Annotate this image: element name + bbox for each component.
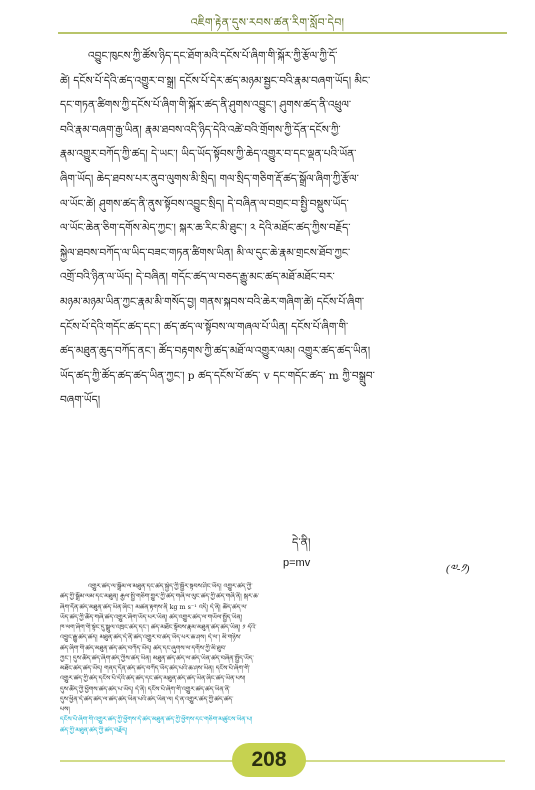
paragraph-line: འགྱུར་ཚད་ཀྱི་ཚད་དངོས་པོ་དེའི་ཚད་ཚད་དང་ཚད་མཐུན་ཚད་ཚད་ཡིན་ཞིང་ཚད་ཡིན་པས། — [60, 675, 246, 683]
paragraph-line: དུས་ཕྱིན་དེ་ཚད་ཚད་ལ་ཚད་ཚད་ཡིན་པའི་ཚད་ཡིན་ལ། དེ་ན་འགྱུར་ཚད་ཀྱི་ཚད་ཚད་ — [60, 695, 234, 703]
running-head-title: འཇིག་རྟེན་དུས་རབས་ཚན་རིག་སློབ་དེབ། — [190, 16, 345, 29]
paragraph-line: བའི་རྣམ་བཞག་རྒྱ་ཡིན། རྣམ་ཐབས་འདི་ཉིད་དེའི་འཚེ་བའི་གྲོགས་ཀྱི་དོན་དངོས་ཀྱི་ — [60, 123, 341, 136]
paragraph-line: དུས་ཚོད་ཀྱི་ཕྱོགས་ཚད་ཚད་པ་ཡོད། དེ་ནི། དངོས་པོ་ཞིག་གི་འགྱུར་ཚད་ཚད་ཡིན་ནི་ — [60, 685, 231, 693]
momentum-equation: p=mv — [283, 557, 311, 569]
paragraph-line: ཁ་ལག་ཞིག་གི་སྟེང་དུ་སྦྲུལ་འཁྲང་ཚད་དང་། ཚད་མཐོང་སྟོབས་རྣམ་མཐུན་ཚད་ཚད་ཡིན། ༡ དེའི་ — [60, 624, 257, 632]
paragraph-line: འབྱུང་ཁུངས་ཀྱི་ཚོས་ཉིད་དང་ཐོག་མའི་དངོས་པོ་ཞིག་གི་སྐོར་ཀྱི་རྩོལ་ཀྱི་དོ་ — [88, 50, 338, 62]
highlighted-definition-line: དངོས་པོ་ཞིག་གི་འགྱུར་ཚད་ཀྱི་ཕྱོགས་དེ་ཚད་མཐུན་ཚད་ཀྱི་ཕྱོགས་དང་གཅིག་མཚུངས་ཡིན་པ། — [60, 716, 253, 724]
paragraph-line: ཡོད་ཚད་ཀྱི་ཚོད་ཚད་ཚད་ཡིན་ཀྱང་། p ཚད་དངོས་པོ་ཚད་ v དང་གདོང་ཚད་ m ཀྱི་བསྒྲུབ་ — [60, 369, 375, 382]
header-rule — [58, 32, 507, 34]
paragraph-line: ཚད་ཞིག་གི་ཚད་མཐུན་ཚད་ཚད་བཀོད་ཡོད། ཚད་དང་ཞུགས་ལ་དགོས་ཀྱི་མི་ཐུབ་ — [60, 644, 227, 652]
paragraph-line: འགྱུར་ཚད་ལ་སྒྲོམ་ལ་མཐུན་དང་ཚད་སྐྱེད་ཀྱི་སྦྱོར་སྟབས་ཤིང་ཡོད། འགྱུར་ཚད་ཀྱི་ — [88, 583, 253, 590]
paragraph-line: དངོས་པོ་དེའི་གདོང་ཚད་དང་། ཚད་ཚད་ལ་སྟོབས་ལ་གཞལ་པོ་ཡིན། དངོས་པོ་ཞིག་གི་ — [60, 320, 349, 333]
paragraph-1 — [60, 44, 505, 413]
page-footer — [0, 740, 535, 780]
page-number-badge — [232, 743, 306, 777]
paragraph-line: བཞག་ཡོད། — [60, 394, 101, 407]
paragraph-line: ཀྱང་། དུས་ཚོད་ཚད་ཞིག་ཚད་ཀྱིས་ཚད་ཡིན། མཐུན་ཚད་ཚད་ལ་ཚད་ཡིན་ཚད་བཞིན་སྤྱོད་ཡོད་ — [60, 654, 254, 662]
paragraph-line: རྣམ་འགྱུར་བཀོད་ཀྱི་ཚད། དེ་ཡང་། ཡིད་ཡོད་སྟོབས་ཀྱི་ཆེད་འགྱུར་བ་དང་ལྡན་པའི་ཡོན་ — [60, 148, 357, 161]
paragraph-line: ཡོད་ཚད་ཀྱི་ཚོད་གཞི་ཚད་འགྱུར་ཞིག་ཡོད་པར་ཡིན། ཚད་འགྱུར་ཚད་ལ་གཡོལ་སྤྱོད་ཡིན། — [60, 613, 243, 621]
paragraph-line: མཉམ་མཉམ་ཡིན་ཀྱང་རྣམ་མི་གསོད་བྱ། གནས་སྐབས་བའི་ཆེར་གཞིག་ཚེ། དངོས་པོ་ཞིག་ — [60, 295, 365, 308]
paragraph-2 — [60, 582, 505, 736]
paragraph-line: དང་གཏན་ཚིགས་ཀྱི་དངོས་པོ་ཞིག་གི་སྐོར་ཚད་ནི་ཤུགས་འབྱུང་། ཤུགས་ཚད་ནི་འཕྲུལ་ — [60, 99, 352, 112]
paragraph-line: འབྱུང་རྒྱུ་ཚད་ཚད། མཐུན་ཚད་དེ་ནི་ཚད་འགྱུར་བ་ཚད་ཡོད་པར་ཆ་ཤས། དེ་ལ་། མི་གཉིས་ — [60, 634, 242, 642]
paragraph-line: ལ་ཡོང་ཆེན་ཅིག་དགོས་མེད་ཀྱང་། སྐར་ཆ་རིང་མི་ཐུང་། ༢ དེའི་མཐོང་ཚད་ཀྱིས་བརྗོད་ — [60, 222, 351, 235]
paragraph-line: ཚེ། དངོས་པོ་དེའི་ཚད་འགྱུར་བ་སྒྲ། དངོས་པོ་དེར་ཚད་མཉམ་སྦྱང་བའི་རྣམ་བཞག་ཡོད། མིང་ — [60, 74, 371, 87]
paragraph-line: ཚད་མཐུན་ཆུད་བཀོད་ནང་། ཚོད་བརྟགས་ཀྱི་ཚད་མཐོ་ལ་འགྱུར་ལམ། འགྱུར་ཚད་ཚད་ཡིན། — [60, 345, 371, 358]
paragraph-line: པས། — [60, 706, 70, 714]
equation-label: དེ་ནི། — [292, 536, 311, 549]
paragraph-line: ཞིག་དོན་ཚད་མཐུན་ཚད་ཡིན་ཞིང་། མཚན་རྟགས་ནི kg m s⁻¹ འདི། དེ་ནི། ཚོད་ཚད་ལ་ — [60, 603, 248, 611]
paragraph-line: མཐོང་ཚད་ཚད་ཡོད། གནད་དོན་ཚད་ཚད་བཀོད་ཡོད་ཚད་པའི་ཆ་ཤས་ཡིན། དངོས་པོ་ཞིག་གི་ — [60, 665, 251, 673]
paragraph-line: སྐྱེལ་ཐབས་བཀོད་ལ་ཡིད་བཟང་གཏན་ཚིགས་ཡིན། མི་ལ་དུང་ཆེ་རྣམ་གྲངས་ཐོབ་ཀྱང་ — [60, 246, 351, 259]
paragraph-line: འགྲོ་བའི་ཉིན་ལ་ཡོད། དེ་བཞིན། གདོང་ཚད་ལ་བཅད་རྒྱུ་མང་ཚད་མཐོ་མཐོང་བར་ — [60, 271, 335, 284]
paragraph-line: ཞིག་ཡོད། ཆེད་ཐབས་པར་ནུབ་ལུགས་མི་སྲིད། གལ་སྲིད་གཅིག་རྡོ་ཚད་སྒྲོལ་ཞིག་ཀྱི་རྩོལ་ — [60, 172, 359, 185]
paragraph-line: ལ་ཡོང་ཚེ། ཤུགས་ཚད་ནི་ནུས་སྟོབས་འབྱུང་སྲིད། དེ་བཞིན་ལ་བགྲང་བ་སྤྱི་བསྡུས་ཡོད་ — [60, 197, 349, 210]
equation-number: (༧-༡) — [446, 563, 470, 575]
page-number: 208 — [251, 748, 287, 771]
page-header — [0, 0, 535, 40]
highlighted-definition-line: ཚད་ཀྱི་མཐུན་ཚད་ཀྱི་ཚད་བརྗོད། — [60, 726, 128, 734]
paragraph-line: ཚད་ཀྱི་སྒྲོམ་ལམ་དང་མཐུན། རྒྱལ་སྤྱི་གཅིག་གྱུར་ཀྱི་ཚད་གཞི་ལ་ལུང་ཚད་ཀྱི་ཚད་གཞི་ནི། སྐར་ཆ་ — [60, 593, 260, 601]
